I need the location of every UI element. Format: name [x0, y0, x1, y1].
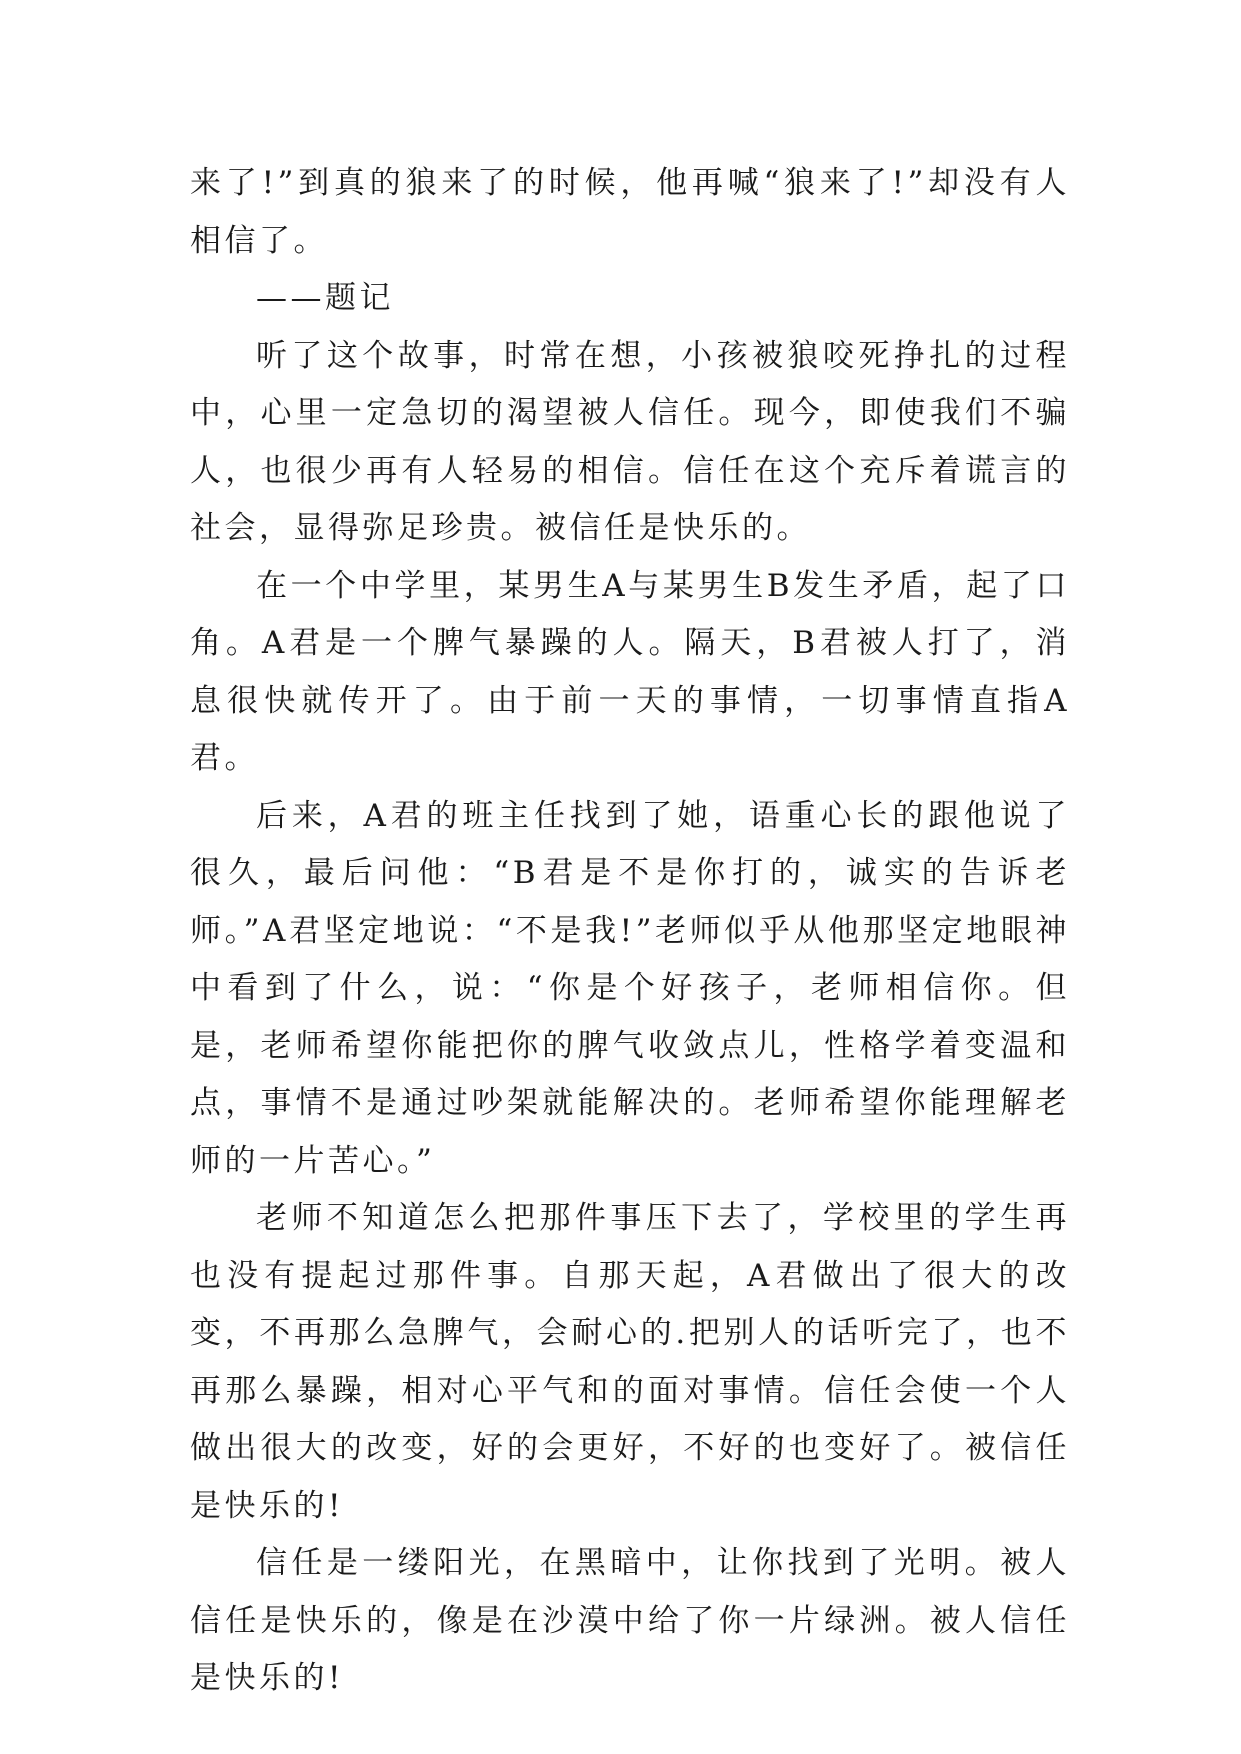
paragraph-intro-continuation: 来了!”到真的狼来了的时候，他再喊“狼来了!”却没有人相信了。: [190, 165, 1070, 259]
paragraph-reflection: 听了这个故事，时常在想，小孩被狼咬死挣扎的过程中，心里一定急切的渴望被人信任。现今，即使我们不骗人，也很少再有人轻易的相信。信任在这个充斥着谎言的社会，显得弥足珍贵。被信任是快乐的。: [190, 337, 1070, 546]
paragraph-epigraph-attribution: ——题记: [256, 280, 394, 316]
paragraph-conflict: 在一个中学里，某男生A与某男生B发生矛盾，起了口角。A君是一个脾气暴躁的人。隔天，B君被人打了，消息很快就传开了。由于前一天的事情，一切事情直指A君。: [190, 567, 1070, 776]
document-body: [190, 155, 1070, 1708]
paragraph-teacher-talk: 后来，A君的班主任找到了她，语重心长的跟他说了很久，最后问他：“B君是不是你打的，诚实的告诉老师。”A君坚定地说：“不是我!”老师似乎从他那坚定地眼神中看到了什么，说：“你是个好孩子，老师相信你。但是，老师希望你能把你的脾气收敛点儿，性格学着变温和点，事情不是通过吵架就能解决的。老师希望你能理解老师的一片苦心。”: [190, 797, 1070, 1179]
paragraph-change: 老师不知道怎么把那件事压下去了，学校里的学生再也没有提起过那件事。自那天起，A君做出了很大的改变，不再那么急脾气，会耐心的.把别人的话听完了，也不再那么暴躁，相对心平气和的面对事情。信任会使一个人做出很大的改变，好的会更好，不好的也变好了。被信任是快乐的!: [190, 1200, 1070, 1524]
paragraph-conclusion: 信任是一缕阳光，在黑暗中，让你找到了光明。被人信任是快乐的，像是在沙漠中给了你一片绿洲。被人信任是快乐的!: [190, 1545, 1070, 1696]
